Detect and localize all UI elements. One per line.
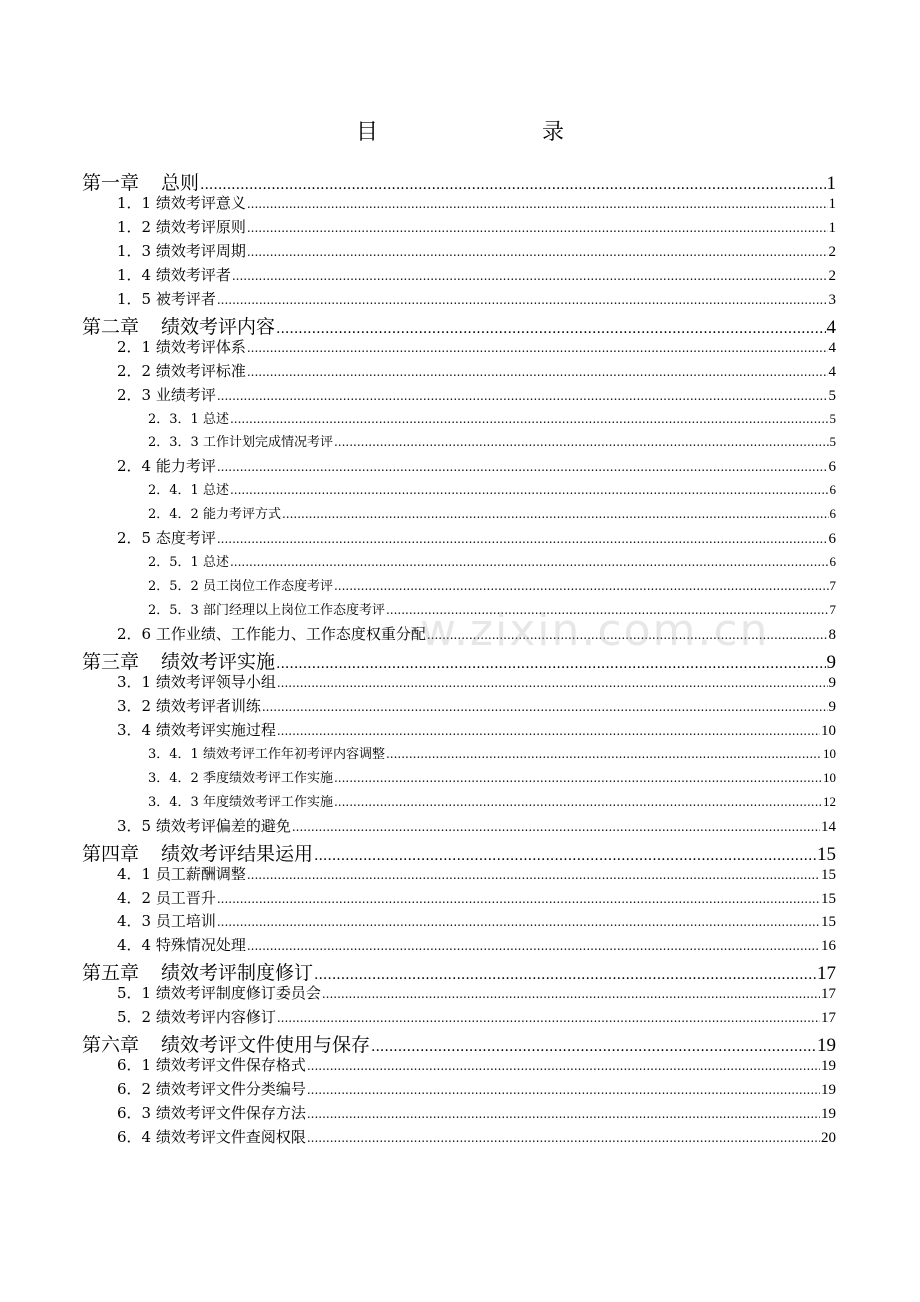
toc-dot-leader: [217, 290, 828, 308]
toc-dot-leader: [200, 172, 825, 194]
toc-dot-leader: [247, 936, 820, 954]
toc-page-number: 15: [821, 867, 836, 883]
toc-entry-title: [82, 647, 275, 673]
toc-dot-leader: [282, 507, 829, 522]
toc-page-number: 10: [821, 723, 836, 739]
toc-entry[interactable]: [117, 192, 836, 216]
toc-page-number: 16: [821, 938, 836, 954]
toc-dot-leader: [247, 362, 828, 380]
toc-entry-title: 2．3．1 总述: [148, 412, 229, 427]
toc-entry-title: 2．5．1 总述: [148, 555, 229, 570]
toc-chapter-entry[interactable]: [82, 647, 836, 673]
toc-entry[interactable]: [117, 240, 836, 264]
toc-dot-leader: [247, 338, 828, 356]
toc-page-number: 3: [828, 292, 836, 308]
toc-dot-leader: [277, 673, 828, 691]
toc-dot-leader: [262, 697, 828, 715]
toc-entry[interactable]: [117, 288, 836, 312]
toc-dot-leader: [277, 721, 820, 739]
toc-dot-leader: [217, 457, 828, 475]
toc-entry-title: 2．3 业绩考评: [117, 386, 216, 404]
toc-entry[interactable]: [117, 719, 836, 743]
toc-entry-title: 1．2 绩效考评原则: [117, 218, 246, 236]
toc-dot-leader: [217, 889, 820, 907]
toc-entry[interactable]: [148, 791, 836, 815]
toc-dot-leader: [230, 412, 829, 427]
toc-entry-title: 3．1 绩效考评领导小组: [117, 673, 276, 691]
toc-entry[interactable]: [117, 982, 836, 1006]
toc-dot-leader: [314, 962, 816, 984]
toc-entry[interactable]: [148, 479, 836, 503]
toc-entry-title: 2．5 态度考评: [117, 529, 216, 547]
toc-entry-title: 5．1 绩效考评制度修订委员会: [117, 984, 321, 1002]
toc-entry[interactable]: [117, 934, 836, 958]
toc-entry[interactable]: [117, 863, 836, 887]
toc-page-number: 17: [817, 963, 836, 984]
toc-entry[interactable]: [117, 1054, 836, 1078]
toc-page-number: 2: [828, 244, 836, 260]
toc-entry[interactable]: [117, 1102, 836, 1126]
toc-entry-title: 1．5 被考评者: [117, 290, 216, 308]
toc-page-number: 17: [821, 1010, 836, 1026]
toc-chapter-title: 绩效考评文件使用与保存: [161, 1034, 371, 1056]
toc-chapter-number: 第三章: [82, 651, 140, 673]
toc-entry-title: 6．3 绩效考评文件保存方法: [117, 1104, 306, 1122]
toc-entry-title: [82, 1030, 370, 1056]
toc-entry[interactable]: [117, 527, 836, 551]
toc-entry-title: 5．2 绩效考评内容修订: [117, 1008, 276, 1026]
toc-entry-title: 2．5．3 部门经理以上岗位工作态度考评: [148, 603, 385, 618]
toc-page-number: 8: [828, 627, 836, 643]
toc-dot-leader: [386, 747, 822, 762]
toc-entry-title: [82, 839, 313, 865]
toc-dot-leader: [334, 771, 822, 786]
toc-dot-leader: [277, 1008, 820, 1026]
toc-entry[interactable]: [117, 1006, 836, 1030]
toc-entry-title: 2．1 绩效考评体系: [117, 338, 246, 356]
toc-entry[interactable]: [117, 815, 836, 839]
toc-page-number: 15: [821, 891, 836, 907]
toc-page-number: 19: [821, 1082, 836, 1098]
toc-chapter-title: 绩效考评制度修订: [161, 962, 314, 984]
toc-chapter-title: 绩效考评实施: [161, 651, 276, 673]
toc-entry-title: 6．1 绩效考评文件保存格式: [117, 1056, 306, 1074]
toc-page-number: 14: [821, 819, 836, 835]
toc-entry-title: [82, 958, 313, 984]
toc-entry[interactable]: [117, 1078, 836, 1102]
toc-dot-leader: [276, 316, 825, 338]
toc-entry[interactable]: [148, 408, 836, 432]
toc-entry[interactable]: [117, 264, 836, 288]
toc-chapter-number: 第一章: [82, 172, 140, 194]
toc-entry[interactable]: [117, 455, 836, 479]
toc-entry-title: 1．1 绩效考评意义: [117, 194, 246, 212]
toc-entry[interactable]: [148, 431, 836, 455]
toc-dot-leader: [247, 242, 828, 260]
toc-page-number: 10: [823, 770, 836, 785]
toc-entry[interactable]: [117, 623, 836, 647]
toc-entry-title: 1．4 绩效考评者: [117, 266, 231, 284]
toc-entry-title: 6．2 绩效考评文件分类编号: [117, 1080, 306, 1098]
toc-chapter-entry[interactable]: [82, 958, 836, 984]
toc-dot-leader: [371, 1034, 816, 1056]
toc-entry-title: 4．3 员工培训: [117, 912, 216, 930]
toc-page-number: 9: [828, 699, 836, 715]
toc-page-number: 15: [817, 844, 836, 865]
toc-chapter-entry[interactable]: [82, 312, 836, 338]
toc-page-number: 17: [821, 986, 836, 1002]
toc-page-number: 19: [821, 1058, 836, 1074]
toc-entry[interactable]: [148, 575, 836, 599]
watermark: w.zixin.com.cn: [420, 605, 770, 656]
toc-entry[interactable]: [148, 767, 836, 791]
toc-chapter-number: 第二章: [82, 316, 140, 338]
toc-page-number: 6: [829, 554, 836, 569]
toc-entry-title: 4．4 特殊情况处理: [117, 936, 246, 954]
toc-page-number: 5: [829, 411, 836, 426]
toc-entry-title: [82, 312, 275, 338]
toc-page-number: 6: [828, 531, 836, 547]
toc-entry[interactable]: [117, 360, 836, 384]
toc-entry[interactable]: [117, 695, 836, 719]
toc-dot-leader: [386, 603, 829, 618]
toc-entry[interactable]: [148, 503, 836, 527]
toc-entry[interactable]: [148, 743, 836, 767]
toc-page-number: 1: [828, 220, 836, 236]
toc-chapter-title: 总则: [161, 172, 200, 194]
toc-entry-title: 4．1 员工薪酬调整: [117, 865, 246, 883]
toc-dot-leader: [230, 555, 829, 570]
toc-entry-title: 2．2 绩效考评标准: [117, 362, 246, 380]
toc-page-number: 4: [828, 340, 836, 356]
toc-chapter-entry[interactable]: [82, 839, 836, 865]
toc-dot-leader: [247, 865, 820, 883]
toc-chapter-number: 第六章: [82, 1034, 140, 1056]
toc-entry[interactable]: [117, 1126, 836, 1150]
toc-dot-leader: [314, 843, 816, 865]
toc-dot-leader: [334, 579, 829, 594]
toc-chapter-title: 绩效考评内容: [161, 316, 276, 338]
toc-entry-title: 1．3 绩效考评周期: [117, 242, 246, 260]
toc-chapter-entry[interactable]: [82, 168, 836, 194]
toc-page-number: 6: [828, 459, 836, 475]
toc-page-number: 1: [828, 196, 836, 212]
toc-entry-title: 2．4．1 总述: [148, 483, 229, 498]
toc-page-number: 7: [829, 578, 836, 593]
toc-dot-leader: [307, 1080, 820, 1098]
toc-entry-title: 2．3．3 工作计划完成情况考评: [148, 435, 333, 450]
toc-dot-leader: [307, 1104, 820, 1122]
toc-dot-leader: [322, 984, 820, 1002]
toc-dot-leader: [276, 651, 825, 673]
toc-page-number: 19: [821, 1106, 836, 1122]
toc-entry-title: 3．5 绩效考评偏差的避免: [117, 817, 291, 835]
toc-page-number: 12: [823, 794, 836, 809]
toc-entry-title: 2．4 能力考评: [117, 457, 216, 475]
toc-page-number: 4: [826, 317, 836, 338]
toc-dot-leader: [334, 795, 822, 810]
toc-chapter-number: 第四章: [82, 843, 140, 865]
toc-entry[interactable]: [148, 551, 836, 575]
toc-dot-leader: [247, 194, 828, 212]
toc-entry-title: 6．4 绩效考评文件查阅权限: [117, 1128, 306, 1146]
toc-chapter-number: 第五章: [82, 962, 140, 984]
toc-dot-leader: [307, 1056, 820, 1074]
toc-page-number: 6: [829, 482, 836, 497]
toc-entry[interactable]: [117, 910, 836, 934]
toc-dot-leader: [217, 386, 828, 404]
toc-entry-title: 4．2 员工晋升: [117, 889, 216, 907]
toc-entry-title: 2．6 工作业绩、工作能力、工作态度权重分配: [117, 625, 426, 643]
toc-dot-leader: [334, 435, 829, 450]
toc-chapter-entry[interactable]: [82, 1030, 836, 1056]
toc-page-number: 4: [828, 364, 836, 380]
toc-entry[interactable]: [117, 887, 836, 911]
toc-entry[interactable]: [117, 216, 836, 240]
toc-dot-leader: [230, 483, 829, 498]
toc-entry-title: 2．4．2 能力考评方式: [148, 507, 281, 522]
toc-entry-title: 3．4 绩效考评实施过程: [117, 721, 276, 739]
toc-entry[interactable]: [117, 336, 836, 360]
toc-page-number: 2: [828, 268, 836, 284]
toc-dot-leader: [427, 625, 828, 643]
toc-dot-leader: [307, 1128, 820, 1146]
toc-entry[interactable]: [148, 599, 836, 623]
toc-entry-title: 3．4．3 年度绩效考评工作实施: [148, 795, 333, 810]
toc-entry-title: 3．4．1 绩效考评工作年初考评内容调整: [148, 747, 385, 762]
toc-dot-leader: [217, 912, 820, 930]
toc-dot-leader: [247, 218, 828, 236]
toc-page-number: 9: [826, 652, 836, 673]
toc-entry-title: 3．4．2 季度绩效考评工作实施: [148, 771, 333, 786]
toc-page-number: 6: [829, 506, 836, 521]
toc-dot-leader: [292, 817, 820, 835]
toc-page-number: 5: [828, 388, 836, 404]
toc-page-number: 19: [817, 1035, 836, 1056]
toc-page-number: 15: [821, 914, 836, 930]
toc-page-number: 1: [826, 173, 836, 194]
toc-page-number: 9: [828, 675, 836, 691]
toc-page-number: 20: [821, 1130, 836, 1146]
toc-dot-leader: [232, 266, 828, 284]
toc-entry[interactable]: [117, 671, 836, 695]
toc-title: 目 录: [355, 120, 604, 145]
toc-entry-title: [82, 168, 199, 194]
toc-entry[interactable]: [117, 384, 836, 408]
toc-page-number: 7: [829, 602, 836, 617]
toc-dot-leader: [217, 529, 828, 547]
toc-entry-title: 2．5．2 员工岗位工作态度考评: [148, 579, 333, 594]
toc-entry-title: 3．2 绩效考评者训练: [117, 697, 261, 715]
toc-page-number: 5: [829, 434, 836, 449]
toc-chapter-title: 绩效考评结果运用: [161, 843, 314, 865]
toc-page-number: 10: [823, 746, 836, 761]
